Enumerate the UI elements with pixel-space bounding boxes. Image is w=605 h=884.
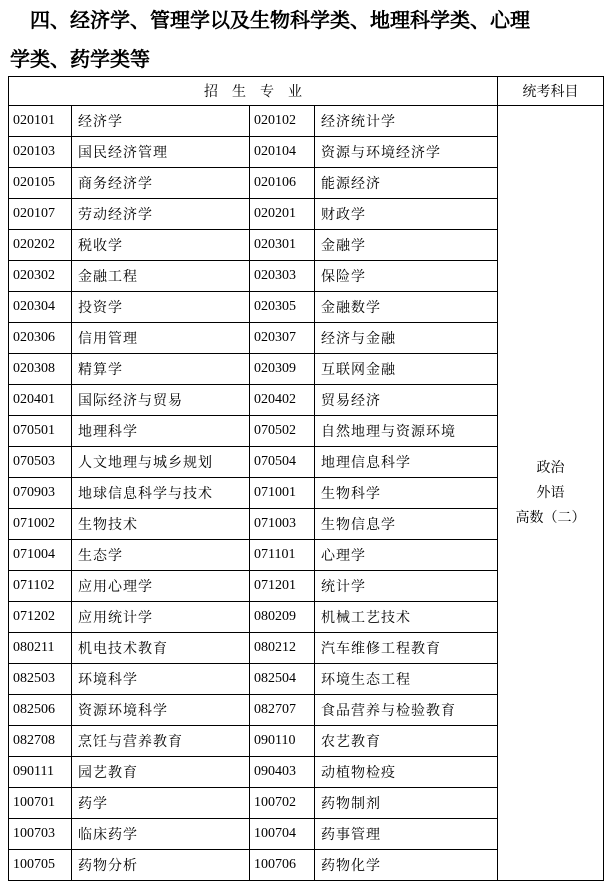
exam-subject: 高数（二） [515, 509, 586, 526]
major-code: 071101 [250, 540, 315, 571]
major-name: 金融工程 [72, 261, 250, 292]
major-name: 贸易经济 [315, 385, 498, 416]
header-majors-label: 招生专业 [204, 84, 316, 100]
major-code: 071102 [9, 571, 72, 602]
major-code: 082504 [250, 664, 315, 695]
major-name: 金融数学 [315, 292, 498, 323]
section-heading [0, 0, 605, 77]
exam-subject: 政治 [536, 459, 565, 476]
major-name: 统计学 [315, 571, 498, 602]
major-code: 020401 [9, 385, 72, 416]
major-name: 地理科学 [72, 416, 250, 447]
major-name: 药物分析 [72, 850, 250, 881]
major-code: 090403 [250, 757, 315, 788]
major-name: 财政学 [315, 199, 498, 230]
major-name: 药学 [72, 788, 250, 819]
major-name: 信用管理 [72, 323, 250, 354]
major-name: 能源经济 [315, 168, 498, 199]
major-code: 020103 [9, 137, 72, 168]
major-name: 保险学 [315, 261, 498, 292]
major-name: 机械工艺技术 [315, 602, 498, 633]
major-name: 生物技术 [72, 509, 250, 540]
major-code: 020302 [9, 261, 72, 292]
major-name: 药物化学 [315, 850, 498, 881]
major-name: 农艺教育 [315, 726, 498, 757]
major-name: 食品营养与检验教育 [315, 695, 498, 726]
major-name: 园艺教育 [72, 757, 250, 788]
major-name: 生物科学 [315, 478, 498, 509]
majors-table [8, 76, 604, 881]
major-code: 071002 [9, 509, 72, 540]
major-name: 税收学 [72, 230, 250, 261]
major-name: 动植物检疫 [315, 757, 498, 788]
major-name: 精算学 [72, 354, 250, 385]
major-code: 100703 [9, 819, 72, 850]
major-code: 071004 [9, 540, 72, 571]
major-code: 090110 [250, 726, 315, 757]
major-code: 070903 [9, 478, 72, 509]
major-name: 生态学 [72, 540, 250, 571]
table-header-row [9, 77, 604, 106]
exam-subjects-cell [498, 106, 604, 881]
major-code: 100701 [9, 788, 72, 819]
major-name: 汽车维修工程教育 [315, 633, 498, 664]
major-code: 020305 [250, 292, 315, 323]
major-name: 生物信息学 [315, 509, 498, 540]
major-name: 机电技术教育 [72, 633, 250, 664]
major-name: 应用统计学 [72, 602, 250, 633]
major-name: 劳动经济学 [72, 199, 250, 230]
section-heading-line-1: 四、经济学、管理学以及生物科学类、地理科学类、心理 [30, 8, 530, 32]
major-name: 环境生态工程 [315, 664, 498, 695]
major-code: 082503 [9, 664, 72, 695]
major-code: 020402 [250, 385, 315, 416]
header-subjects: 统考科目 [498, 77, 604, 106]
major-code: 080211 [9, 633, 72, 664]
major-name: 国际经济与贸易 [72, 385, 250, 416]
major-code: 090111 [9, 757, 72, 788]
major-code: 020309 [250, 354, 315, 385]
major-name: 投资学 [72, 292, 250, 323]
major-code: 082506 [9, 695, 72, 726]
major-name: 资源与环境经济学 [315, 137, 498, 168]
major-code: 082708 [9, 726, 72, 757]
major-code: 020201 [250, 199, 315, 230]
major-code: 020106 [250, 168, 315, 199]
major-code: 071003 [250, 509, 315, 540]
major-name: 经济统计学 [315, 106, 498, 137]
major-name: 应用心理学 [72, 571, 250, 602]
major-code: 020105 [9, 168, 72, 199]
major-code: 080209 [250, 602, 315, 633]
major-code: 071201 [250, 571, 315, 602]
major-name: 临床药学 [72, 819, 250, 850]
major-name: 互联网金融 [315, 354, 498, 385]
major-code: 020107 [9, 199, 72, 230]
major-name: 人文地理与城乡规划 [72, 447, 250, 478]
major-name: 金融学 [315, 230, 498, 261]
major-name: 药事管理 [315, 819, 498, 850]
major-code: 071202 [9, 602, 72, 633]
major-code: 080212 [250, 633, 315, 664]
major-code: 020304 [9, 292, 72, 323]
major-code: 071001 [250, 478, 315, 509]
major-code: 020306 [9, 323, 72, 354]
major-name: 经济与金融 [315, 323, 498, 354]
major-code: 070503 [9, 447, 72, 478]
table-row [9, 106, 604, 137]
major-code: 070501 [9, 416, 72, 447]
major-code: 020307 [250, 323, 315, 354]
major-code: 020301 [250, 230, 315, 261]
header-majors [9, 77, 498, 106]
major-code: 020303 [250, 261, 315, 292]
major-name: 自然地理与资源环境 [315, 416, 498, 447]
major-name: 资源环境科学 [72, 695, 250, 726]
major-name: 商务经济学 [72, 168, 250, 199]
major-code: 020102 [250, 106, 315, 137]
major-name: 烹饪与营养教育 [72, 726, 250, 757]
major-code: 020101 [9, 106, 72, 137]
major-code: 020104 [250, 137, 315, 168]
major-code: 082707 [250, 695, 315, 726]
exam-subject: 外语 [536, 484, 565, 501]
major-name: 经济学 [72, 106, 250, 137]
major-code: 070504 [250, 447, 315, 478]
major-name: 地理信息科学 [315, 447, 498, 478]
major-name: 地球信息科学与技术 [72, 478, 250, 509]
major-code: 100706 [250, 850, 315, 881]
section-heading-line-2: 学类、药学类等 [10, 47, 150, 71]
major-code: 020202 [9, 230, 72, 261]
major-name: 国民经济管理 [72, 137, 250, 168]
major-name: 心理学 [315, 540, 498, 571]
major-code: 070502 [250, 416, 315, 447]
major-code: 100704 [250, 819, 315, 850]
major-code: 100702 [250, 788, 315, 819]
major-name: 环境科学 [72, 664, 250, 695]
major-code: 020308 [9, 354, 72, 385]
major-code: 100705 [9, 850, 72, 881]
major-name: 药物制剂 [315, 788, 498, 819]
